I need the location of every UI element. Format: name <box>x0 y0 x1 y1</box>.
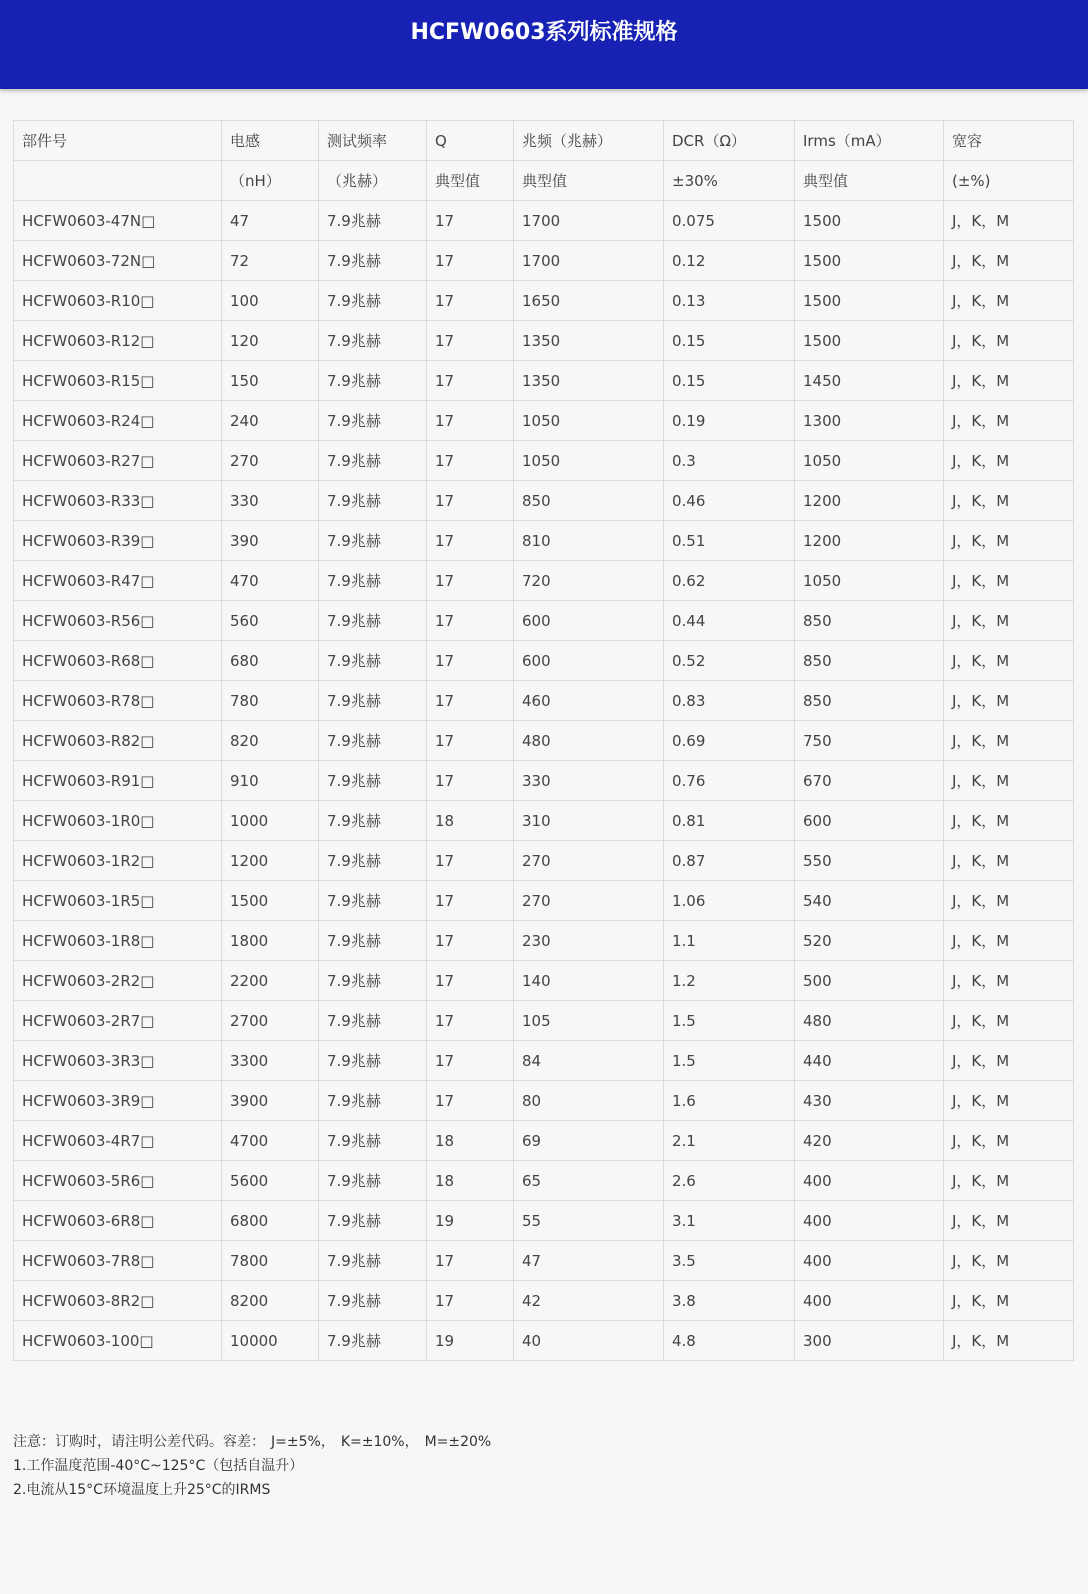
cell-dcr: 0.3 <box>664 441 795 481</box>
cell-part-number: HCFW0603-R15□ <box>14 361 222 401</box>
cell-test-frequency: 7.9兆赫 <box>319 281 427 321</box>
cell-q: 17 <box>427 321 514 361</box>
cell-tolerance: J，K，M <box>944 361 1074 401</box>
cell-dcr: 0.19 <box>664 401 795 441</box>
table-row <box>14 1281 1074 1321</box>
table-row <box>14 641 1074 681</box>
cell-dcr: 3.5 <box>664 1241 795 1281</box>
table-row <box>14 561 1074 601</box>
header-cell-test-frequency: 测试频率 <box>319 121 427 161</box>
table-row <box>14 1081 1074 1121</box>
table-row <box>14 921 1074 961</box>
cell-inductance: 3900 <box>222 1081 319 1121</box>
table-subheader-row <box>14 161 1074 201</box>
cell-inductance: 1500 <box>222 881 319 921</box>
table-row <box>14 841 1074 881</box>
cell-q: 17 <box>427 361 514 401</box>
cell-part-number: HCFW0603-R82□ <box>14 721 222 761</box>
cell-tolerance: J，K，M <box>944 601 1074 641</box>
cell-test-frequency: 7.9兆赫 <box>319 1041 427 1081</box>
cell-dcr: 0.76 <box>664 761 795 801</box>
cell-part-number: HCFW0603-R56□ <box>14 601 222 641</box>
cell-part-number: HCFW0603-1R5□ <box>14 881 222 921</box>
header-cell-dcr: DCR（Ω） <box>664 121 795 161</box>
subheader-cell-dcr: ±30% <box>664 161 795 201</box>
cell-irms: 1050 <box>795 561 944 601</box>
cell-inductance: 6800 <box>222 1201 319 1241</box>
notes-section <box>13 1430 1073 1502</box>
cell-inductance: 470 <box>222 561 319 601</box>
cell-inductance: 5600 <box>222 1161 319 1201</box>
cell-q: 17 <box>427 721 514 761</box>
cell-q: 17 <box>427 401 514 441</box>
cell-irms: 670 <box>795 761 944 801</box>
cell-irms: 540 <box>795 881 944 921</box>
table-row <box>14 201 1074 241</box>
subheader-cell-irms: 典型值 <box>795 161 944 201</box>
cell-test-frequency: 7.9兆赫 <box>319 801 427 841</box>
cell-dcr: 0.15 <box>664 361 795 401</box>
cell-dcr: 0.075 <box>664 201 795 241</box>
cell-q: 17 <box>427 441 514 481</box>
cell-part-number: HCFW0603-R39□ <box>14 521 222 561</box>
cell-srf: 42 <box>514 1281 664 1321</box>
table-row <box>14 601 1074 641</box>
header-cell-part-number: 部件号 <box>14 121 222 161</box>
cell-tolerance: J，K，M <box>944 521 1074 561</box>
subheader-cell-inductance: （nH） <box>222 161 319 201</box>
cell-test-frequency: 7.9兆赫 <box>319 361 427 401</box>
cell-dcr: 0.15 <box>664 321 795 361</box>
cell-inductance: 4700 <box>222 1121 319 1161</box>
cell-inductance: 150 <box>222 361 319 401</box>
table-row <box>14 1121 1074 1161</box>
table-row <box>14 361 1074 401</box>
table-row <box>14 521 1074 561</box>
cell-tolerance: J，K，M <box>944 1241 1074 1281</box>
cell-q: 17 <box>427 1281 514 1321</box>
cell-dcr: 1.06 <box>664 881 795 921</box>
cell-part-number: HCFW0603-1R2□ <box>14 841 222 881</box>
cell-irms: 1200 <box>795 481 944 521</box>
cell-srf: 1700 <box>514 241 664 281</box>
cell-tolerance: J，K，M <box>944 481 1074 521</box>
cell-q: 18 <box>427 1161 514 1201</box>
table-row <box>14 1201 1074 1241</box>
cell-irms: 400 <box>795 1281 944 1321</box>
cell-dcr: 2.1 <box>664 1121 795 1161</box>
note-tolerance-prefix: 注意：订购时，请注明公差代码。容差： <box>13 1434 265 1450</box>
cell-test-frequency: 7.9兆赫 <box>319 201 427 241</box>
note-tolerance-k: K=±10%， <box>340 1434 419 1450</box>
cell-inductance: 8200 <box>222 1281 319 1321</box>
cell-q: 17 <box>427 961 514 1001</box>
cell-part-number: HCFW0603-2R2□ <box>14 961 222 1001</box>
page-title: HCFW0603系列标准规格 <box>410 20 678 45</box>
table-row <box>14 281 1074 321</box>
cell-irms: 1500 <box>795 321 944 361</box>
subheader-cell-part-number <box>14 161 222 201</box>
table-row <box>14 1321 1074 1361</box>
cell-q: 17 <box>427 1081 514 1121</box>
cell-srf: 1350 <box>514 321 664 361</box>
subheader-cell-tolerance: (±%) <box>944 161 1074 201</box>
cell-srf: 720 <box>514 561 664 601</box>
cell-irms: 400 <box>795 1201 944 1241</box>
cell-test-frequency: 7.9兆赫 <box>319 1001 427 1041</box>
cell-srf: 270 <box>514 841 664 881</box>
cell-part-number: HCFW0603-8R2□ <box>14 1281 222 1321</box>
cell-irms: 400 <box>795 1161 944 1201</box>
cell-test-frequency: 7.9兆赫 <box>319 601 427 641</box>
note-tolerance-j: J=±5%， <box>271 1434 335 1450</box>
cell-q: 18 <box>427 1121 514 1161</box>
cell-inductance: 47 <box>222 201 319 241</box>
cell-inductance: 7800 <box>222 1241 319 1281</box>
cell-tolerance: J，K，M <box>944 761 1074 801</box>
cell-dcr: 0.13 <box>664 281 795 321</box>
cell-q: 17 <box>427 1041 514 1081</box>
cell-dcr: 0.69 <box>664 721 795 761</box>
cell-srf: 65 <box>514 1161 664 1201</box>
cell-tolerance: J，K，M <box>944 1321 1074 1361</box>
cell-inductance: 680 <box>222 641 319 681</box>
cell-inductance: 780 <box>222 681 319 721</box>
cell-srf: 1050 <box>514 441 664 481</box>
cell-dcr: 0.62 <box>664 561 795 601</box>
cell-part-number: HCFW0603-R91□ <box>14 761 222 801</box>
table-row <box>14 961 1074 1001</box>
cell-test-frequency: 7.9兆赫 <box>319 641 427 681</box>
cell-q: 17 <box>427 481 514 521</box>
cell-srf: 480 <box>514 721 664 761</box>
cell-srf: 69 <box>514 1121 664 1161</box>
cell-tolerance: J，K，M <box>944 1121 1074 1161</box>
cell-part-number: HCFW0603-R68□ <box>14 641 222 681</box>
cell-part-number: HCFW0603-6R8□ <box>14 1201 222 1241</box>
cell-srf: 40 <box>514 1321 664 1361</box>
cell-q: 19 <box>427 1321 514 1361</box>
cell-test-frequency: 7.9兆赫 <box>319 721 427 761</box>
cell-irms: 480 <box>795 1001 944 1041</box>
cell-test-frequency: 7.9兆赫 <box>319 521 427 561</box>
cell-q: 18 <box>427 801 514 841</box>
cell-srf: 600 <box>514 641 664 681</box>
cell-irms: 1500 <box>795 241 944 281</box>
cell-inductance: 560 <box>222 601 319 641</box>
cell-inductance: 390 <box>222 521 319 561</box>
cell-irms: 1200 <box>795 521 944 561</box>
cell-tolerance: J，K，M <box>944 1081 1074 1121</box>
header-cell-irms: Irms（mA） <box>795 121 944 161</box>
cell-tolerance: J，K，M <box>944 681 1074 721</box>
cell-test-frequency: 7.9兆赫 <box>319 1121 427 1161</box>
cell-q: 17 <box>427 681 514 721</box>
header-cell-q: Q <box>427 121 514 161</box>
cell-test-frequency: 7.9兆赫 <box>319 921 427 961</box>
note-tolerance-m: M=±20% <box>424 1434 492 1450</box>
header-cell-srf: 兆频（兆赫） <box>514 121 664 161</box>
cell-srf: 1050 <box>514 401 664 441</box>
cell-srf: 47 <box>514 1241 664 1281</box>
cell-srf: 1650 <box>514 281 664 321</box>
cell-srf: 1700 <box>514 201 664 241</box>
cell-srf: 140 <box>514 961 664 1001</box>
cell-inductance: 1200 <box>222 841 319 881</box>
cell-srf: 850 <box>514 481 664 521</box>
cell-test-frequency: 7.9兆赫 <box>319 1201 427 1241</box>
table-row <box>14 1161 1074 1201</box>
cell-dcr: 0.12 <box>664 241 795 281</box>
cell-srf: 80 <box>514 1081 664 1121</box>
cell-irms: 600 <box>795 801 944 841</box>
cell-q: 17 <box>427 521 514 561</box>
cell-srf: 84 <box>514 1041 664 1081</box>
cell-test-frequency: 7.9兆赫 <box>319 481 427 521</box>
cell-irms: 1050 <box>795 441 944 481</box>
cell-part-number: HCFW0603-100□ <box>14 1321 222 1361</box>
cell-part-number: HCFW0603-47N□ <box>14 201 222 241</box>
cell-srf: 270 <box>514 881 664 921</box>
cell-q: 17 <box>427 1241 514 1281</box>
cell-tolerance: J，K，M <box>944 641 1074 681</box>
subheader-cell-srf: 典型值 <box>514 161 664 201</box>
table-row <box>14 481 1074 521</box>
table-row <box>14 681 1074 721</box>
cell-part-number: HCFW0603-72N□ <box>14 241 222 281</box>
cell-irms: 520 <box>795 921 944 961</box>
cell-q: 17 <box>427 841 514 881</box>
cell-part-number: HCFW0603-R27□ <box>14 441 222 481</box>
note-irms-definition: 2.电流从15°C环境温度上升25°C的IRMS <box>13 1482 271 1498</box>
cell-tolerance: J，K，M <box>944 561 1074 601</box>
cell-irms: 300 <box>795 1321 944 1361</box>
table-row <box>14 761 1074 801</box>
cell-tolerance: J，K，M <box>944 441 1074 481</box>
cell-inductance: 1800 <box>222 921 319 961</box>
cell-irms: 440 <box>795 1041 944 1081</box>
cell-dcr: 4.8 <box>664 1321 795 1361</box>
table-row <box>14 401 1074 441</box>
cell-srf: 330 <box>514 761 664 801</box>
cell-srf: 230 <box>514 921 664 961</box>
cell-dcr: 3.8 <box>664 1281 795 1321</box>
table-header-row <box>14 121 1074 161</box>
cell-part-number: HCFW0603-3R9□ <box>14 1081 222 1121</box>
cell-dcr: 0.52 <box>664 641 795 681</box>
cell-part-number: HCFW0603-R24□ <box>14 401 222 441</box>
cell-q: 17 <box>427 561 514 601</box>
cell-irms: 1450 <box>795 361 944 401</box>
cell-dcr: 0.81 <box>664 801 795 841</box>
cell-tolerance: J，K，M <box>944 321 1074 361</box>
cell-part-number: HCFW0603-4R7□ <box>14 1121 222 1161</box>
cell-tolerance: J，K，M <box>944 1041 1074 1081</box>
cell-q: 17 <box>427 641 514 681</box>
cell-test-frequency: 7.9兆赫 <box>319 321 427 361</box>
cell-inductance: 120 <box>222 321 319 361</box>
cell-test-frequency: 7.9兆赫 <box>319 881 427 921</box>
table-row <box>14 1001 1074 1041</box>
cell-srf: 810 <box>514 521 664 561</box>
cell-test-frequency: 7.9兆赫 <box>319 561 427 601</box>
cell-dcr: 2.6 <box>664 1161 795 1201</box>
cell-tolerance: J，K，M <box>944 881 1074 921</box>
table-row <box>14 321 1074 361</box>
table-row <box>14 441 1074 481</box>
cell-inductance: 2700 <box>222 1001 319 1041</box>
cell-inductance: 240 <box>222 401 319 441</box>
cell-dcr: 0.83 <box>664 681 795 721</box>
cell-srf: 460 <box>514 681 664 721</box>
cell-dcr: 0.44 <box>664 601 795 641</box>
cell-dcr: 1.5 <box>664 1001 795 1041</box>
cell-part-number: HCFW0603-R47□ <box>14 561 222 601</box>
cell-irms: 750 <box>795 721 944 761</box>
cell-q: 17 <box>427 241 514 281</box>
cell-srf: 1350 <box>514 361 664 401</box>
cell-tolerance: J，K，M <box>944 961 1074 1001</box>
header-cell-tolerance: 宽容 <box>944 121 1074 161</box>
cell-inductance: 820 <box>222 721 319 761</box>
cell-q: 17 <box>427 601 514 641</box>
subheader-cell-q: 典型值 <box>427 161 514 201</box>
cell-tolerance: J，K，M <box>944 801 1074 841</box>
cell-inductance: 72 <box>222 241 319 281</box>
cell-irms: 1300 <box>795 401 944 441</box>
cell-inductance: 10000 <box>222 1321 319 1361</box>
cell-tolerance: J，K，M <box>944 241 1074 281</box>
cell-tolerance: J，K，M <box>944 841 1074 881</box>
table-row <box>14 881 1074 921</box>
cell-inductance: 330 <box>222 481 319 521</box>
cell-srf: 105 <box>514 1001 664 1041</box>
cell-part-number: HCFW0603-1R0□ <box>14 801 222 841</box>
cell-test-frequency: 7.9兆赫 <box>319 1321 427 1361</box>
cell-tolerance: J，K，M <box>944 401 1074 441</box>
cell-irms: 420 <box>795 1121 944 1161</box>
cell-inductance: 2200 <box>222 961 319 1001</box>
cell-dcr: 1.6 <box>664 1081 795 1121</box>
cell-test-frequency: 7.9兆赫 <box>319 961 427 1001</box>
cell-tolerance: J，K，M <box>944 721 1074 761</box>
cell-inductance: 3300 <box>222 1041 319 1081</box>
cell-srf: 600 <box>514 601 664 641</box>
page-header <box>0 0 1088 89</box>
cell-inductance: 100 <box>222 281 319 321</box>
table-row <box>14 1041 1074 1081</box>
cell-test-frequency: 7.9兆赫 <box>319 1081 427 1121</box>
cell-q: 17 <box>427 761 514 801</box>
cell-tolerance: J，K，M <box>944 1161 1074 1201</box>
cell-tolerance: J，K，M <box>944 1281 1074 1321</box>
cell-inductance: 1000 <box>222 801 319 841</box>
table-row <box>14 1241 1074 1281</box>
cell-part-number: HCFW0603-7R8□ <box>14 1241 222 1281</box>
cell-part-number: HCFW0603-5R6□ <box>14 1161 222 1201</box>
note-operating-temperature: 1.工作温度范围-40°C~125°C（包括自温升） <box>13 1458 304 1474</box>
cell-irms: 1500 <box>795 281 944 321</box>
cell-part-number: HCFW0603-R33□ <box>14 481 222 521</box>
cell-dcr: 0.46 <box>664 481 795 521</box>
cell-tolerance: J，K，M <box>944 921 1074 961</box>
cell-test-frequency: 7.9兆赫 <box>319 441 427 481</box>
cell-inductance: 270 <box>222 441 319 481</box>
cell-test-frequency: 7.9兆赫 <box>319 1281 427 1321</box>
cell-q: 17 <box>427 921 514 961</box>
cell-irms: 430 <box>795 1081 944 1121</box>
cell-tolerance: J，K，M <box>944 201 1074 241</box>
cell-q: 17 <box>427 281 514 321</box>
cell-srf: 310 <box>514 801 664 841</box>
cell-dcr: 0.87 <box>664 841 795 881</box>
cell-test-frequency: 7.9兆赫 <box>319 241 427 281</box>
cell-q: 17 <box>427 881 514 921</box>
cell-part-number: HCFW0603-R10□ <box>14 281 222 321</box>
cell-irms: 400 <box>795 1241 944 1281</box>
cell-test-frequency: 7.9兆赫 <box>319 401 427 441</box>
cell-test-frequency: 7.9兆赫 <box>319 1241 427 1281</box>
table-row <box>14 241 1074 281</box>
cell-test-frequency: 7.9兆赫 <box>319 1161 427 1201</box>
cell-dcr: 1.1 <box>664 921 795 961</box>
cell-part-number: HCFW0603-R78□ <box>14 681 222 721</box>
cell-part-number: HCFW0603-1R8□ <box>14 921 222 961</box>
cell-test-frequency: 7.9兆赫 <box>319 681 427 721</box>
cell-test-frequency: 7.9兆赫 <box>319 841 427 881</box>
cell-part-number: HCFW0603-R12□ <box>14 321 222 361</box>
subheader-cell-test-frequency: （兆赫） <box>319 161 427 201</box>
cell-irms: 1500 <box>795 201 944 241</box>
cell-irms: 850 <box>795 601 944 641</box>
cell-dcr: 3.1 <box>664 1201 795 1241</box>
cell-part-number: HCFW0603-2R7□ <box>14 1001 222 1041</box>
cell-irms: 500 <box>795 961 944 1001</box>
cell-q: 17 <box>427 201 514 241</box>
header-cell-inductance: 电感 <box>222 121 319 161</box>
cell-irms: 550 <box>795 841 944 881</box>
cell-tolerance: J，K，M <box>944 1201 1074 1241</box>
cell-part-number: HCFW0603-3R3□ <box>14 1041 222 1081</box>
table-row <box>14 801 1074 841</box>
cell-dcr: 0.51 <box>664 521 795 561</box>
cell-dcr: 1.5 <box>664 1041 795 1081</box>
table-row <box>14 721 1074 761</box>
note-tolerance <box>13 1430 1073 1454</box>
cell-test-frequency: 7.9兆赫 <box>319 761 427 801</box>
cell-q: 17 <box>427 1001 514 1041</box>
cell-irms: 850 <box>795 681 944 721</box>
spec-table <box>13 120 1074 1361</box>
cell-dcr: 1.2 <box>664 961 795 1001</box>
cell-q: 19 <box>427 1201 514 1241</box>
cell-irms: 850 <box>795 641 944 681</box>
cell-srf: 55 <box>514 1201 664 1241</box>
cell-tolerance: J，K，M <box>944 1001 1074 1041</box>
cell-inductance: 910 <box>222 761 319 801</box>
cell-tolerance: J，K，M <box>944 281 1074 321</box>
